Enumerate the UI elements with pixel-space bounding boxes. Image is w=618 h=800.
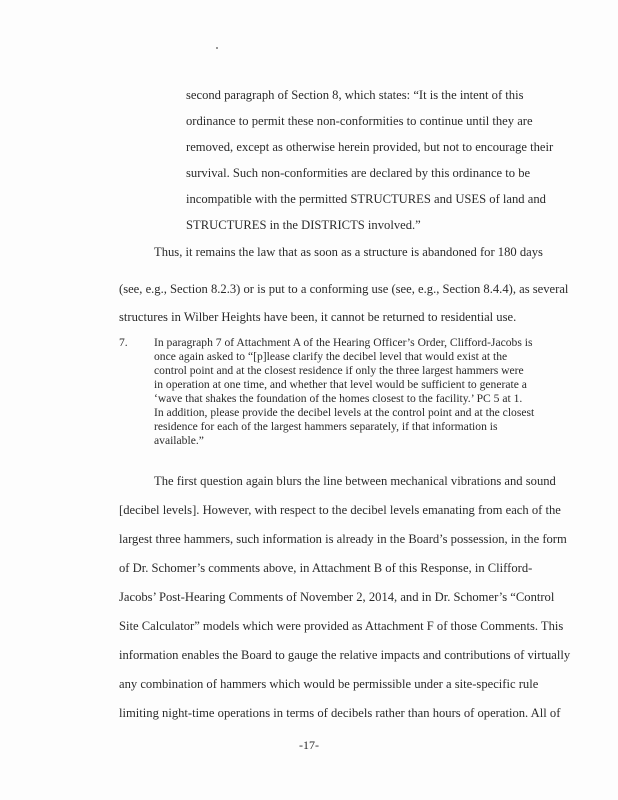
- item-line: In paragraph 7 of Attachment A of the Hearing Officer’s Order, Clifford-Jacobs is: [154, 336, 533, 349]
- paragraph-line: of Dr. Schomer’s comments above, in Attachment B of this Response, in Clifford-: [119, 561, 533, 575]
- paragraph-line: Jacobs’ Post-Hearing Comments of November 2, 2014, and in Dr. Schomer’s “Control: [119, 590, 555, 604]
- item-line: available.”: [154, 434, 204, 447]
- quote-line: removed, except as otherwise herein provided, but not to encourage their: [186, 140, 554, 154]
- item-line: once again asked to “[p]lease clarify the decibel level that would exist at the: [154, 350, 508, 363]
- item-line: control point and at the closest residence if only the three largest hammers were: [154, 364, 524, 377]
- paragraph-line: The first question again blurs the line between mechanical vibrations and sound: [154, 474, 556, 488]
- item-number: 7.: [119, 336, 128, 349]
- paragraph-line: limiting night-time operations in terms of decibels rather than hours of operation. All of: [119, 706, 561, 720]
- quote-line: incompatible with the permitted STRUCTURES and USES of land and: [186, 192, 546, 206]
- quote-line: ordinance to permit these non-conformities to continue until they are: [186, 114, 533, 128]
- paragraph-line: Site Calculator” models which were provided as Attachment F of those Comments. This: [119, 619, 564, 633]
- item-line: residence for each of the largest hammers separately, if that information is: [154, 420, 498, 433]
- scan-speck: [216, 47, 218, 49]
- item-line: in operation at one time, and whether that level would be sufficient to generate a: [154, 378, 527, 391]
- paragraph-line: (see, e.g., Section 8.2.3) or is put to a conforming use (see, e.g., Section 8.4.4), as several: [119, 282, 569, 296]
- paragraph-line: information enables the Board to gauge the relative impacts and contributions of virtually: [119, 648, 571, 662]
- paragraph-line: any combination of hammers which would be permissible under a site-specific rule: [119, 677, 539, 691]
- item-line: ‘wave that shakes the foundation of the homes closest to the facility.’ PC 5 at 1.: [154, 392, 523, 405]
- paragraph-line: [decibel levels]. However, with respect to the decibel levels emanating from each of the: [119, 503, 561, 517]
- quote-line: STRUCTURES in the DISTRICTS involved.”: [186, 218, 421, 232]
- quote-line: survival. Such non-conformities are declared by this ordinance to be: [186, 166, 531, 180]
- paragraph-line: Thus, it remains the law that as soon as a structure is abandoned for 180 days: [154, 245, 543, 259]
- quote-line: second paragraph of Section 8, which states: “It is the intent of this: [186, 88, 524, 102]
- page-number: -17-: [299, 738, 319, 752]
- paragraph-line: largest three hammers, such information is already in the Board’s possession, in the form: [119, 532, 567, 546]
- paragraph-line: structures in Wilber Heights have been, it cannot be returned to residential use.: [119, 310, 517, 324]
- item-line: In addition, please provide the decibel levels at the control point and at the closest: [154, 406, 535, 419]
